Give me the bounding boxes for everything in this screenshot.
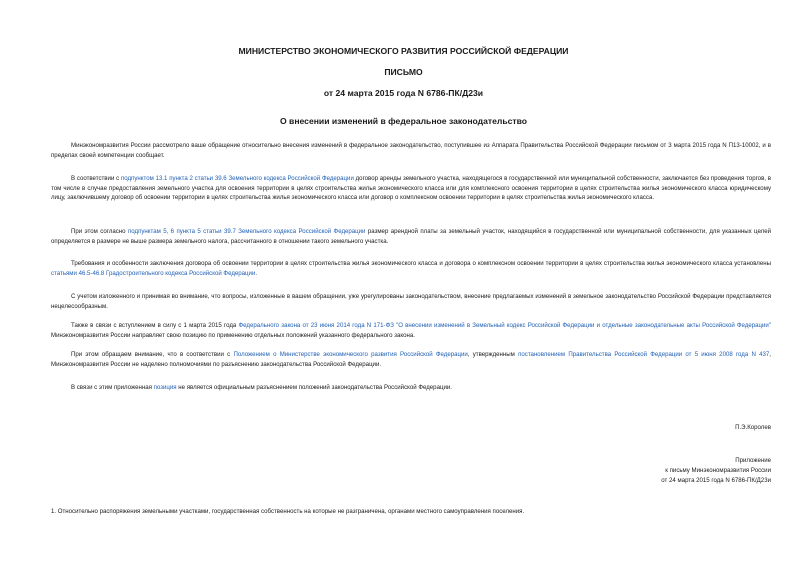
ministry-title: МИНИСТЕРСТВО ЭКОНОМИЧЕСКОГО РАЗВИТИЯ РОССИЙСКОЙ ФЕДЕРАЦИИ [238, 46, 569, 56]
paragraph-text: размер арендной платы за земельный участок, находящийся в государственной или муниципальной собственности, для указанных целей определяется в размере не выше размера земельного налога, рассчитанного в отношении такого земельного участка. [51, 228, 772, 245]
paragraph-text: , Минэкономразвития России не наделено полномочиями по разъяснению законодательства Российской Федерации. [51, 351, 771, 368]
paragraph-text: . [255, 269, 258, 277]
paragraph-5 [51, 292, 771, 311]
appendix-label: Приложение [735, 457, 771, 464]
paragraph-text: С учетом изложенного и принимая во внимание, что вопросы, изложенные в вашем обращении, уже урегулированы законодательством, внесение предлагаемых изменений в земельное законодательство Российской Федерации представляется нецелесообразным. [51, 293, 771, 310]
paragraph-text: Минэкономразвития России рассмотрело ваше обращение относительно внесения изменений в федеральное законодательство, поступившее из Аппарата Правительства Российской Федерации письмом от 3 марта 2015 года N П13-10002, и в пределах своей компетенции сообщает. [51, 142, 771, 159]
paragraph-3 [51, 227, 771, 246]
paragraph-8 [51, 383, 771, 393]
paragraph-4 [51, 259, 771, 278]
paragraph-text: , утвержденным [467, 351, 519, 358]
position-link[interactable]: позиция [153, 384, 177, 391]
signature: П.Э.Королев [735, 424, 771, 431]
paragraph-text: Минэкономразвития России направляет свою позицию по применению отдельных положений указанного федерального закона. [51, 331, 415, 339]
paragraph-text: Также в связи с вступлением в силу с 1 марта 2015 года [71, 322, 239, 329]
paragraph-1 [51, 141, 771, 160]
document-date-number: от 24 марта 2015 года N 6786-ПК/Д23и [323, 88, 484, 98]
ministry-regulation-link[interactable]: Положением о Министерстве экономического развития Российской Федерации [233, 351, 468, 358]
paragraph-text: не является официальным разъяснением положений законодательства Российской Федерации. [176, 384, 452, 391]
land-code-39-7-link[interactable]: подпунктам 5, 6 пункта 5 статьи 39.7 Земельного кодекса Российской Федерации [127, 228, 366, 235]
paragraph-text: В связи с этим приложенная [71, 384, 154, 391]
land-code-39-6-link[interactable]: подпунктом 13.1 пункта 2 статьи 39.6 Земельного кодекса Российской Федерации [120, 175, 354, 182]
federal-law-171-link[interactable]: Федерального закона от 23 июня 2014 года N 171-ФЗ "О внесении изменений в Земельный кодекс Российской Федерации и отдельные законодательные акты Российской Федерации" [238, 322, 771, 329]
document-type: ПИСЬМО [384, 67, 423, 77]
paragraph-text: В соответствии с [71, 175, 121, 182]
paragraph-6 [51, 321, 771, 340]
footnote-item: 1. Относительно распоряжения земельными участками, государственная собственность на которые не разграничена, органами местного самоуправления поселения. [51, 508, 525, 515]
paragraph-2 [51, 174, 771, 203]
appendix-reference: к письму Минэкономразвития России [665, 467, 771, 474]
paragraph-text: При этом обращаем внимание, что в соответствии с [71, 351, 234, 358]
government-decree-437-link[interactable]: постановлением Правительства Российской Федерации от 5 июня 2008 года N 437 [518, 351, 770, 358]
paragraph-text: Требования и особенности заключения договора об освоении территории в целях строительства жилья экономического класса и договора о комплексном освоении территории в целях строительства жилья экономического класса установлены [71, 260, 771, 267]
paragraph-7 [51, 350, 771, 369]
paragraph-text: договор аренды земельного участка, находящегося в государственной или муниципальной собственности, заключается без проведения торгов, в том числе в случае предоставления земельного участка для освоения территории в целях строительства жилья экономического класса или для комплексного освоения территории в целях строительства жилья экономического класса юридическому лицу, заключившему договор об освоении территории в целях строительства жилья экономического класса или договор о комплексном освоении территории в целях строительства жилья экономического класса. [51, 175, 772, 202]
urban-planning-code-link[interactable]: статьями 46.5-46.8 Градостроительного кодекса Российской Федерации [51, 269, 256, 277]
document-subject: О внесении изменений в федеральное законодательство [279, 116, 528, 126]
appendix-date-number: от 24 марта 2015 года N 6786-ПК/Д23и [661, 477, 771, 484]
paragraph-text: При этом согласно [71, 228, 128, 235]
